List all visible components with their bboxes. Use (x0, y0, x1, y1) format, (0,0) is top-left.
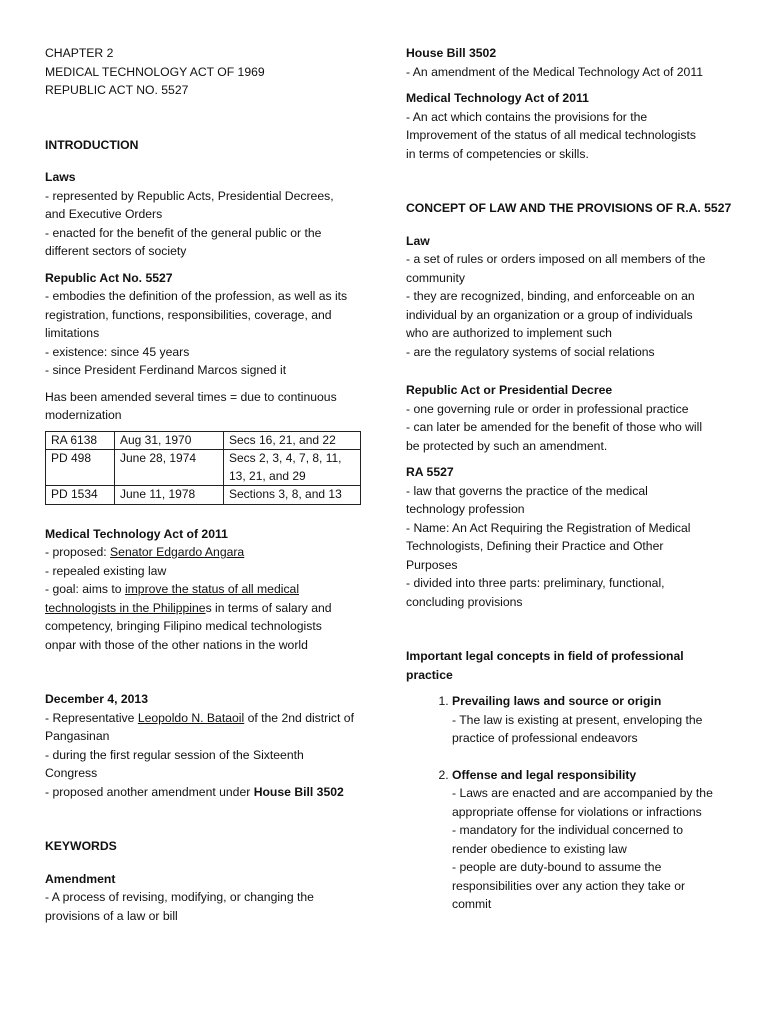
amendment-line: - A process of revising, modifying, or changing the (45, 890, 314, 904)
laws-heading: Laws (45, 170, 76, 184)
mta2011-section (45, 525, 370, 655)
ra5527-def-line: - Name: An Act Requiring the Registration of Medical (406, 520, 691, 535)
dec2013-session: - during the first regular session of the Sixteenth (45, 747, 304, 762)
mta2011-goal: onpar with those of the other nations in the world (45, 637, 308, 652)
mta2011-heading: Medical Technology Act of 2011 (45, 526, 228, 541)
mta2011-goal (45, 599, 370, 618)
table-row (46, 450, 361, 486)
laws-line: - enacted for the benefit of the general public or the (45, 225, 322, 240)
dec2013-heading: December 4, 2013 (45, 692, 148, 706)
rep-label: - Representative (45, 710, 138, 725)
amendment-keyword (45, 870, 370, 926)
table-row (46, 431, 361, 450)
mta2011-goal: competency, bringing Filipino medical technologists (45, 619, 322, 633)
important-concepts-section (406, 647, 726, 914)
dec2013-representative (45, 709, 370, 728)
laws-line: different sectors of society (45, 244, 187, 258)
mta2011-repealed: - repealed existing law (45, 563, 167, 578)
amendment-line: provisions of a law or bill (45, 908, 178, 923)
ra5527-def-line: technology profession (406, 502, 525, 516)
ra5527-line: - since President Ferdinand Marcos signed it (45, 363, 287, 377)
ra5527-heading: Republic Act No. 5527 (45, 270, 173, 285)
chapter-title: MEDICAL TECHNOLOGY ACT OF 1969 (45, 64, 265, 79)
concept-title: 1. Prevailing laws and source or origin (452, 694, 662, 708)
law-line: community (406, 270, 465, 285)
concepts-list (406, 692, 726, 914)
concept-line: appropriate offense for violations or infractions (452, 804, 702, 819)
ra5527-def-line: - law that governs the practice of the medical (406, 483, 648, 498)
ra-pd-section (406, 381, 726, 455)
hb3502-section (406, 44, 726, 81)
goal-label: - goal: aims to (45, 582, 125, 596)
ra-pd-line: - one governing rule or order in professional practice (406, 401, 689, 416)
dec2013-section (45, 690, 370, 801)
concept-title: 2. Offense and legal responsibility (452, 767, 637, 782)
law-line: - a set of rules or orders imposed on all members of the (406, 252, 706, 266)
ra-pd-line: be protected by such an amendment. (406, 438, 608, 453)
table-cell: Aug 31, 1970 (115, 431, 224, 450)
house-bill-ref: House Bill 3502 (253, 784, 344, 799)
proposed-label: - proposed: (45, 545, 111, 559)
left-column (45, 44, 370, 925)
dec2013-session: Congress (45, 766, 98, 780)
law-line: - are the regulatory systems of social relations (406, 344, 655, 359)
amendments-heading: Has been amended several times = due to continuous (45, 389, 337, 404)
table-row (46, 486, 361, 505)
law-line: who are authorized to implement such (406, 326, 612, 340)
amendments-heading: modernization (45, 408, 122, 422)
table-cell: PD 498 (46, 450, 115, 486)
ra5527-def-heading: RA 5527 (406, 465, 454, 479)
proposer-name: Senator Edgardo Angara (110, 545, 245, 559)
concept-line: - The law is existing at present, enveloping the (452, 712, 703, 727)
ra5527-line: - existence: since 45 years (45, 344, 190, 359)
table-cell: Secs 2, 3, 4, 7, 8, 11, 13, 21, and 29 (224, 450, 361, 486)
table-cell: June 28, 1974 (115, 450, 224, 486)
ra5527-def-line: concluding provisions (406, 594, 523, 609)
law-line: - they are recognized, binding, and enforceable on an (406, 289, 695, 303)
ra-pd-heading: Republic Act or Presidential Decree (406, 383, 613, 397)
important-heading: practice (406, 667, 453, 682)
concept-line: responsibilities over any action they take or (452, 878, 686, 893)
list-item (452, 766, 726, 914)
ra5527-def-line: - divided into three parts: preliminary, functional, (406, 576, 665, 590)
table-cell: RA 6138 (46, 431, 115, 450)
concept-line: - people are duty-bound to assume the (452, 860, 662, 874)
ra5527-def-line: Technologists, Defining their Practice and Other (406, 539, 664, 553)
mta2011-goal (45, 580, 370, 599)
mta2011-def-line: in terms of competencies or skills. (406, 146, 589, 161)
law-section (406, 232, 726, 362)
rep-name: Leopoldo N. Bataoil (137, 710, 245, 725)
mta2011-proposed (45, 543, 370, 562)
laws-line: - represented by Republic Acts, Presidential Decrees, (45, 188, 334, 203)
mta2011-def-line: Improvement of the status of all medical technologists (406, 128, 696, 142)
hb3502-line: - An amendment of the Medical Technology Act of 2011 (406, 64, 703, 79)
ra-pd-line: - can later be amended for the benefit of those who will (406, 420, 703, 434)
amendments-section (45, 388, 370, 505)
important-heading: Important legal concepts in field of professional (406, 649, 684, 663)
ra5527-def-line: Purposes (406, 557, 458, 572)
republic-act-number: REPUBLIC ACT NO. 5527 (45, 83, 189, 97)
law-line: individual by an organization or a group of individuals (406, 307, 693, 322)
table-cell: PD 1534 (46, 486, 115, 505)
right-column (406, 44, 732, 932)
law-heading: Law (406, 233, 430, 248)
goal-text: s in terms of salary and (205, 600, 332, 615)
rep-district: of the 2nd district of (244, 710, 354, 725)
laws-line: and Executive Orders (45, 207, 163, 221)
ra5527-line: registration, functions, responsibilities, coverage, and (45, 307, 332, 322)
concept-heading: CONCEPT OF LAW AND THE PROVISIONS OF R.A. 5527 (406, 201, 732, 215)
dec2013-province: Pangasinan (45, 729, 110, 743)
mta2011-def-heading: Medical Technology Act of 2011 (406, 91, 589, 105)
ra5527-section (45, 269, 370, 380)
dec2013-proposed (45, 783, 370, 802)
mta2011-def-line: - An act which contains the provisions for the (406, 109, 648, 124)
concept-line: practice of professional endeavors (452, 731, 638, 745)
concept-line: render obedience to existing law (452, 841, 627, 856)
mta2011-definition (406, 89, 726, 163)
proposed-text: - proposed another amendment under (45, 784, 254, 799)
table-cell: June 11, 1978 (115, 486, 224, 505)
amendment-heading: Amendment (45, 871, 116, 886)
ra5527-definition (406, 463, 726, 611)
concept-line: - Laws are enacted and are accompanied by the (452, 786, 713, 800)
chapter-label: CHAPTER 2 (45, 46, 114, 60)
introduction-heading: INTRODUCTION (45, 137, 139, 152)
chapter-header (45, 44, 370, 100)
keywords-heading: KEYWORDS (45, 839, 117, 853)
concept-line: commit (452, 897, 492, 911)
ra5527-line: - embodies the definition of the profession, as well as its (45, 289, 348, 303)
concept-line: - mandatory for the individual concerned to (452, 823, 684, 837)
ra5527-line: limitations (45, 326, 100, 340)
goal-underlined: improve the status of all medical (124, 582, 300, 596)
list-item (452, 692, 726, 748)
table-cell: Secs 16, 21, and 22 (224, 431, 361, 450)
amendments-table (45, 431, 361, 505)
laws-section (45, 168, 370, 261)
table-cell: Sections 3, 8, and 13 (224, 486, 361, 505)
hb3502-heading: House Bill 3502 (406, 46, 497, 60)
goal-underlined: technologists in the Philippine (45, 600, 206, 615)
